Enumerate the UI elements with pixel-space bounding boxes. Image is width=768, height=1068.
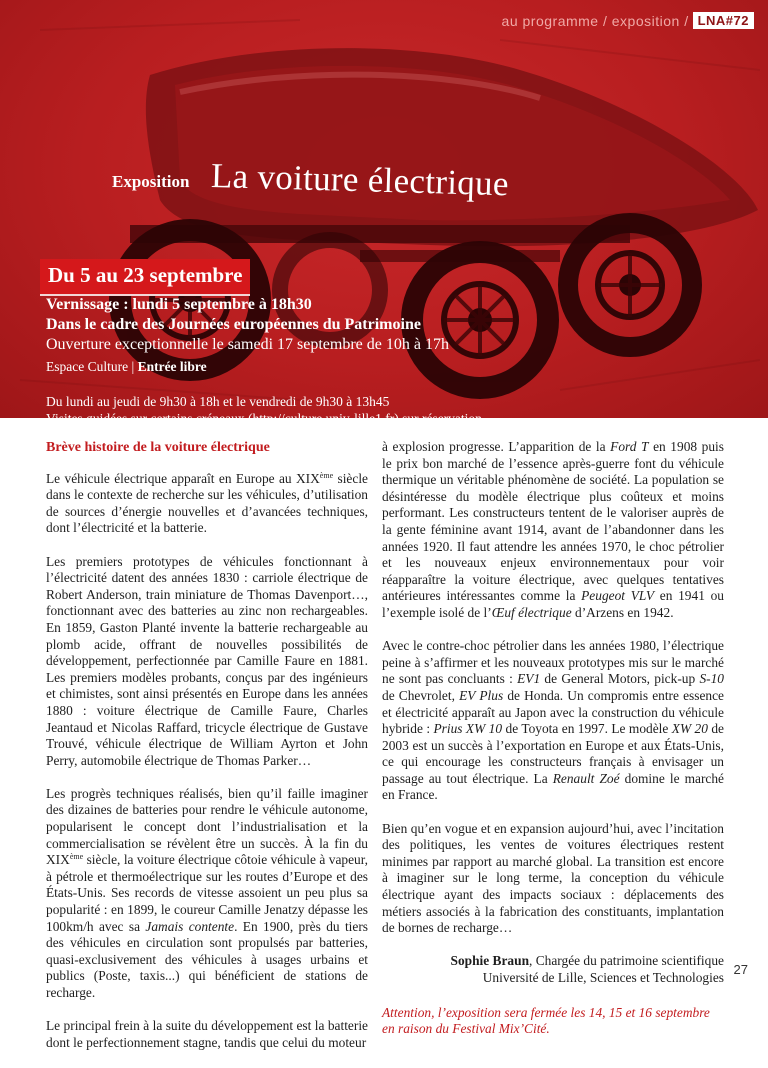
text-run: Avec le contre-choc pétrolier dans les années 1980, l’électrique peine à s’affirmer et les nouveaux prototypes mis sur le marché ne sont pas concluants : [382, 638, 724, 687]
special-opening-line: Ouverture exceptionnelle le samedi 17 septembre de 10h à 17h [46, 336, 449, 353]
opening-line: Vernissage : lundi 5 septembre à 18h30 [46, 296, 312, 313]
issue-badge [693, 12, 754, 29]
text-run: Le véhicule électrique apparaît en Europe au XIX [46, 470, 320, 486]
hero-banner [0, 0, 768, 426]
paragraph-2: Les premiers prototypes de véhicules fonctionnant à l’électricité datent des années 1830 : carriole électrique de Robert Anderson, train miniature de Thomas Davenport…, fonctionnant avec des batteries au zinc non rechargeables. En 1859, Gaston Planté invente la batterie rechargeable au plomb acide, offrant de nouvelles possibilités de développement, perfectionnée par Camille Faure en 1881. Les premiers modèles probants, conçus par des ingénieurs et chimistes, sont ainsi présentés en Europe dans les années 1880 : voiture électrique de Camille Faure, Charles Jeantaud et Nicolas Raffard, tricycle électrique de Gustave Trouvé, véhicule électrique de William Ayrton et John Perry, automobile électrique de Thomas Parker… [46, 553, 368, 768]
author-organization: Université de Lille, Sciences et Technologies [482, 970, 724, 985]
title-row [112, 156, 510, 204]
text-run: de 2003 est un succès à l’exportation en Europe et aux États-Unis, ce qui encourage les constructeurs français à envisager un passage au tout électrique. La [382, 721, 724, 786]
entry-label: Entrée libre [137, 359, 207, 374]
hours-block [46, 393, 482, 427]
paragraph-6 [382, 638, 724, 804]
text-run: d’Arzens en 1942. [571, 604, 674, 620]
text-run: domine le marché en France. [382, 770, 724, 803]
paragraph-1 [46, 471, 368, 537]
page-number: 27 [733, 962, 748, 977]
italic-run: S-10 [699, 671, 724, 687]
article-column-left [46, 440, 368, 1068]
superscript: ème [69, 852, 84, 862]
italic-run: EV1 [517, 671, 541, 687]
text-run: de General Motors, pick-up [540, 671, 700, 687]
italic-run: Ford T [610, 439, 649, 454]
venue-line [46, 357, 482, 377]
text-run: . En 1900, près du tiers des véhicules en circulation sont propulsés par batteries, quasi-exclusivement des véhicules à usages urbains et publics (Poste, taxis...) qui bénéficient de stations de recharge. [46, 918, 369, 1000]
paragraph-7: Bien qu’en vogue et en expansion aujourd’hui, avec l’incitation des politiques, les ventes de voitures électriques restent minimes par rapport au marché global. La transition est encore à imaginer sur le long terme, la conception du véhicule électrique ayant des impacts sociaux : déplacements des métiers associés à la fabrication des constituants, implantation de bornes de recharge… [382, 820, 724, 936]
author-name: Sophie Braun [450, 953, 530, 969]
text-run: siècle dans le contexte de recherche sur les véhicules, d’utilisation de sources d’énergie nouvelles et d’avancées techniques, dont l’électricité et la batterie. [46, 470, 368, 536]
issue-prefix: LNA [697, 13, 726, 28]
closure-notice: Attention, l’exposition sera fermée les 14, 15 et 16 septembre en raison du Festival Mix’Cité. [382, 1004, 710, 1037]
text-run: de Chevrolet, [382, 687, 460, 703]
italic-run: XW 20 [671, 721, 708, 737]
text-run: de Honda. Un compromis entre essence et électricité apparaît au Japon avec la construction du véhicule hybride : [382, 687, 724, 737]
hours-line: Du lundi au jeudi de 9h30 à 18h et le vendredi de 9h30 à 13h45 [46, 394, 390, 409]
kicker-label: Exposition [112, 172, 190, 191]
venue-separator: | [128, 359, 138, 374]
italic-run: Peugeot VLV [581, 588, 655, 604]
heritage-line: Dans le cadre des Journées européennes du Patrimoine [46, 316, 421, 333]
venue-name: Espace Culture [46, 359, 129, 374]
date-badge: Du 5 au 23 septembre [40, 259, 250, 296]
section-breadcrumb [502, 12, 754, 29]
italic-run: Jamais contente [145, 918, 235, 934]
italic-run: EV Plus [459, 687, 504, 703]
event-info [46, 295, 482, 427]
text-run: Les progrès techniques réalisés, bien qu’il faille imaginer des dizaines de batteries pour rendre le véhicule autonome, popularisent le concept dont l’industrialisation et la commercialisation se révèlent être un succès. À la fin du XIX [46, 785, 368, 868]
signature [382, 953, 724, 986]
page-title: La voiture électrique [210, 156, 510, 204]
italic-run: Œuf électrique [491, 604, 572, 620]
guided-tours-line: Visites guidées sur certains créneaux (http://culture.univ-lille1.fr) sur réservation [46, 411, 482, 426]
signature-line [382, 953, 724, 970]
text-run: de Toyota en 1997. Le modèle [502, 721, 672, 737]
paragraph-5 [382, 439, 724, 622]
text-run: à explosion progresse. L’apparition de la [382, 439, 611, 454]
section-title: Brève histoire de la voiture électrique [46, 440, 270, 455]
superscript: ème [319, 470, 334, 480]
issue-number: #72 [725, 13, 749, 28]
paragraph-4: Le principal frein à la suite du développement est la batterie dont le perfectionnement stagne, tandis que celui du moteur [46, 1018, 368, 1050]
text-run: en 1908 puis le prix bon marché de l’essence après-guerre font du véhicule thermique un véritable phénomène de société. La population se désintéresse du modèle électrique plus coûteux et moins performant. Les constructeurs tentent de le valoriser auprès de la gente féminine avant 1914, avant de l’abandonner dans les années 1920. Il faut attendre les années 1970, le choc pétrolier et les nouveaux enjeux environnementaux pour voir réapparaître la voiture électrique, avec quelques tentatives antérieures intéressantes comme la [382, 439, 724, 604]
text-run: siècle, la voiture électrique côtoie véhicule à vapeur, à pétrole et thermoélectrique sur les routes d’Europe et des États-Unis. Ses records de vitesse assoient un peu plus sa popularité : en 1899, le coureur Camille Jenatzy dépasse les 100km/h avec sa [46, 852, 368, 934]
author-role: , Chargée du patrimoine scientifique [529, 953, 724, 969]
article-column-right [382, 439, 724, 1038]
breadcrumb-text: au programme / exposition / [501, 12, 689, 29]
italic-run: Prius XW 10 [433, 721, 503, 737]
paragraph-3 [46, 786, 368, 1002]
text-run: en 1941 ou l’exemple isolé de l’ [382, 588, 725, 620]
italic-run: Renault Zoé [552, 770, 620, 786]
